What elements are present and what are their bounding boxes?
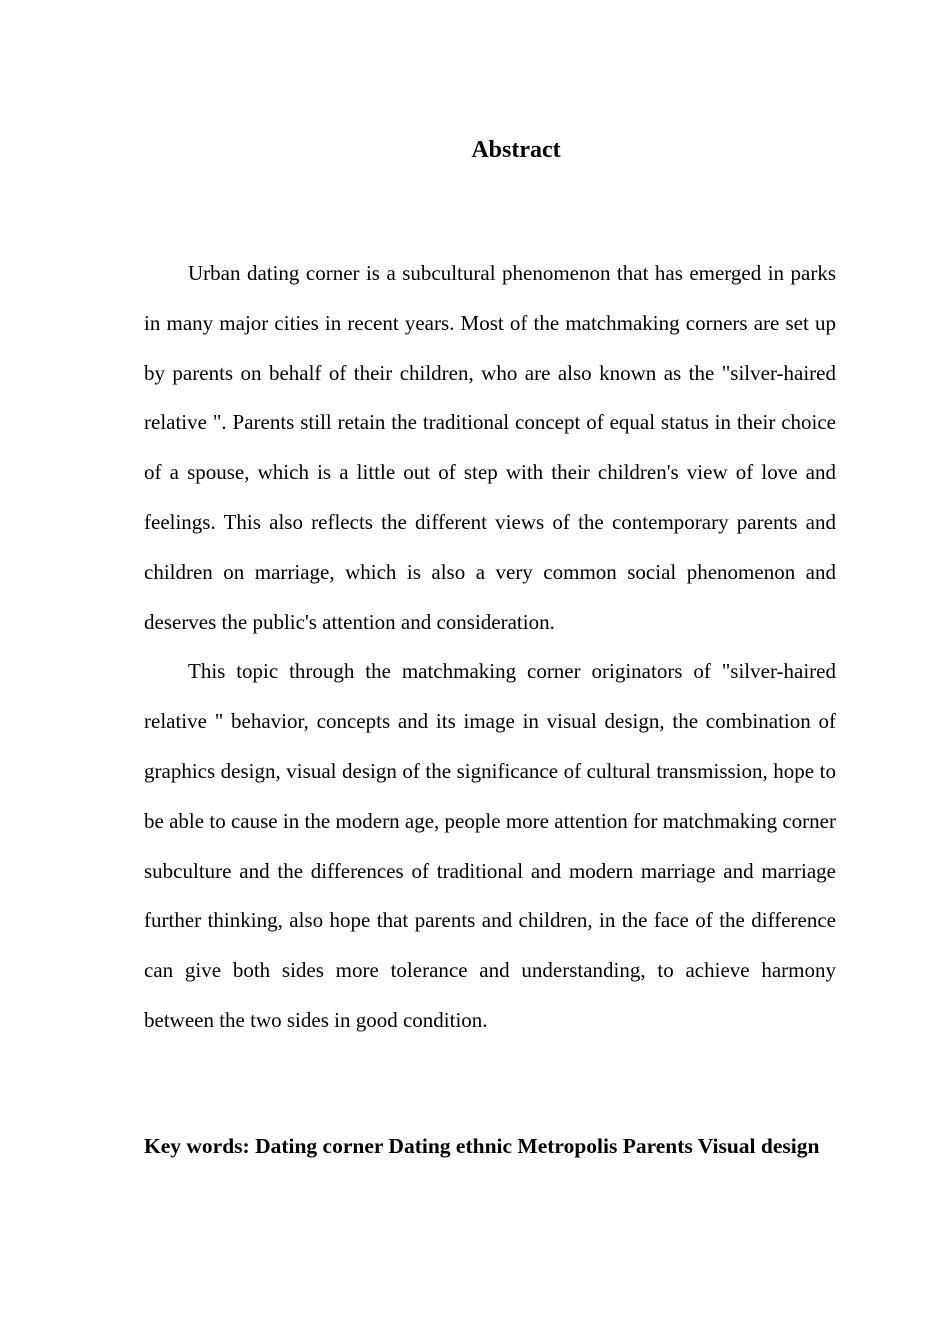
abstract-heading: Abstract	[471, 137, 561, 163]
keywords-line: Key words: Dating corner Dating ethnic Metropolis Parents Visual design	[144, 1134, 820, 1158]
abstract-body	[144, 249, 836, 1046]
abstract-paragraph-1: Urban dating corner is a subcultural phenomenon that has emerged in parks in many major cities in recent years. Most of the matchmaking corners are set up by parents on behalf of their children, who are also known as the "silver-haired relative ". Parents still retain the traditional concept of equal status in their choice of a spouse, which is a little out of step with their children's view of love and feelings. This also reflects the different views of the contemporary parents and children on marriage, which is also a very common social phenomenon and deserves the public's attention and consideration.	[144, 261, 836, 634]
abstract-paragraph-2: This topic through the matchmaking corner originators of "silver-haired relative " behavior, concepts and its image in visual design, the combination of graphics design, visual design of the significance of cultural transmission, hope to be able to cause in the modern age, people more attention for matchmaking corner subculture and the differences of traditional and modern marriage and marriage further thinking, also hope that parents and children, in the face of the difference can give both sides more tolerance and understanding, to achieve harmony between the two sides in good condition.	[144, 659, 836, 1032]
